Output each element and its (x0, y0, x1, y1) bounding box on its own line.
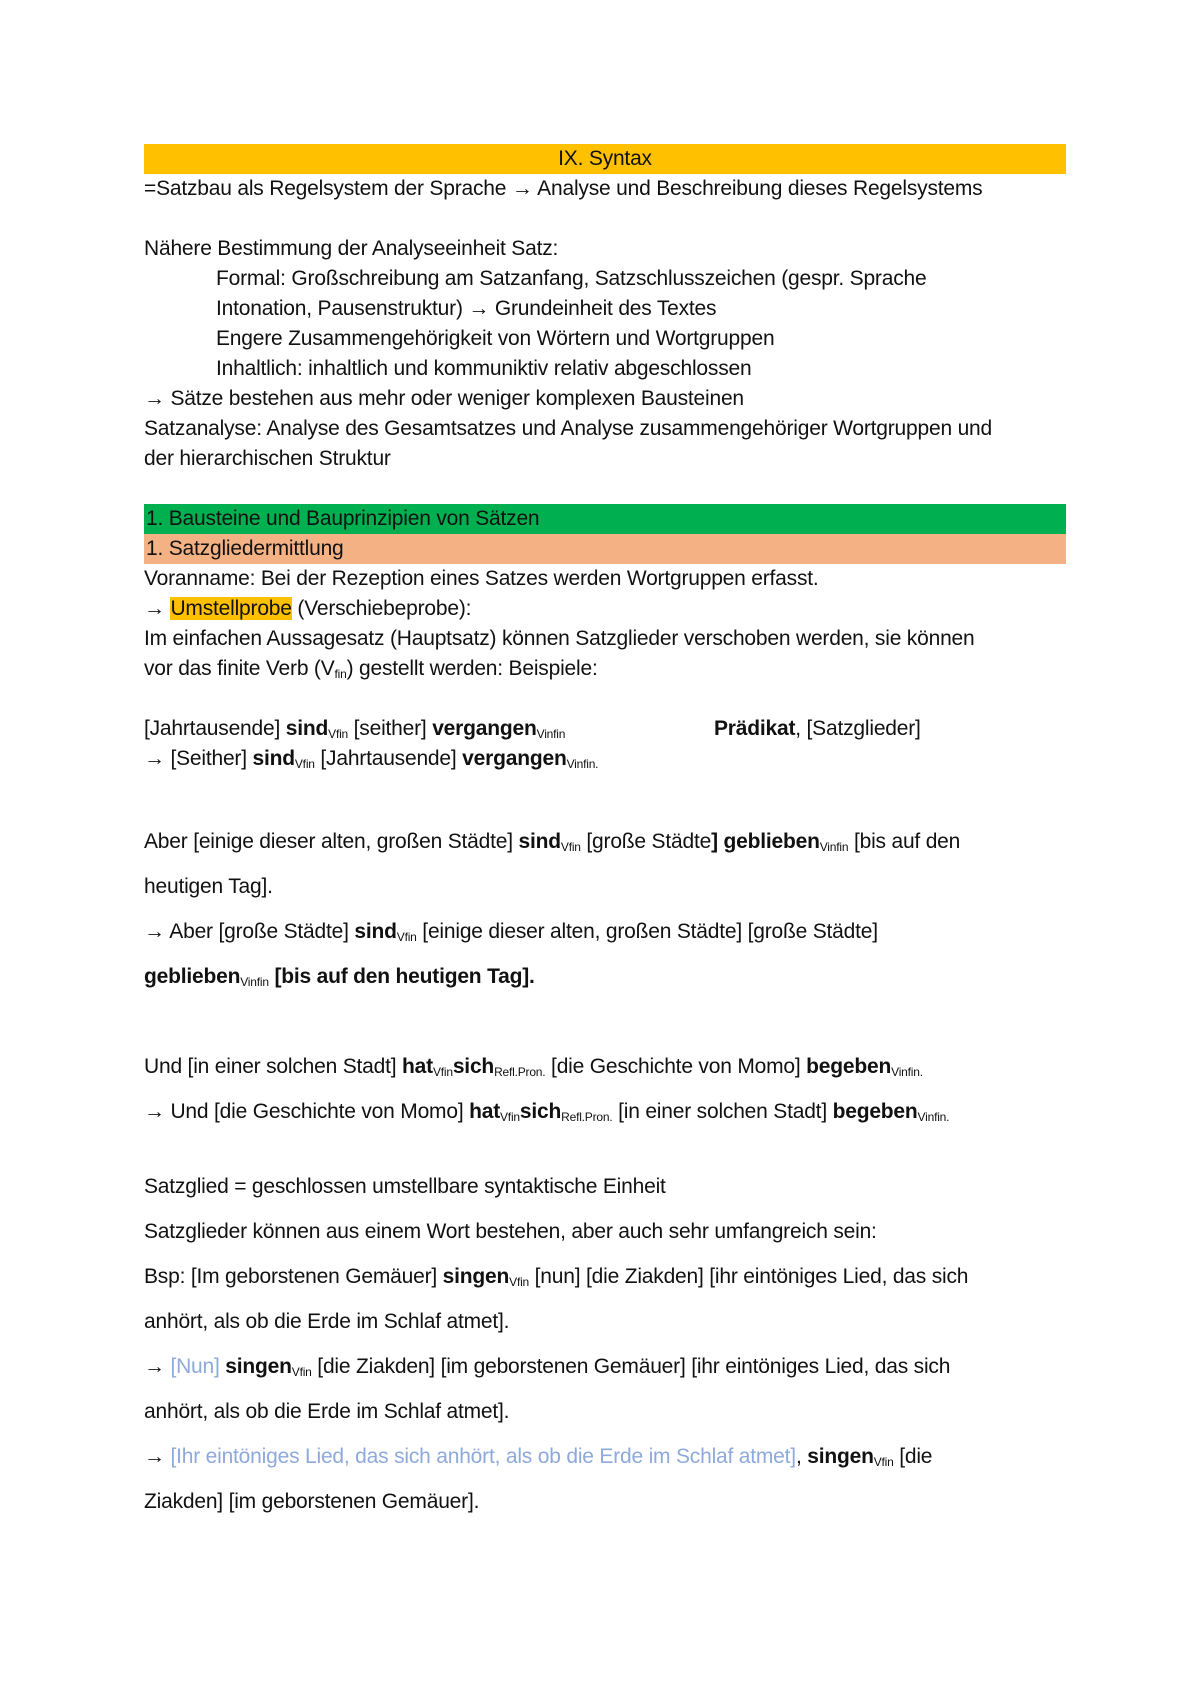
example-2-original-b: heutigen Tag]. (144, 875, 273, 898)
reorder-2-line-1: → [Ihr eintöniges Lied, das sich anhört, als ob die Erde im Schlaf atmet], singen$_{Vfin}$ [die (144, 1445, 933, 1469)
arrow-right-icon: → (144, 920, 165, 943)
umstellprobe-term: Umstellprobe (170, 597, 292, 620)
example-1-original: [Jahrtausende] sind$_{Vfin}$ [seither] vergangen$_{Vinfin}$ Prädikat, [Satzglieder] (144, 717, 921, 741)
moved-constituent-nun: [Nun] (170, 1355, 220, 1378)
engere-line: Engere Zusammengehörigkeit von Wörtern und Wortgruppen (216, 327, 775, 350)
document-page (144, 144, 1066, 1524)
formal-line-2: Intonation, Pausenstruktur) → Grundeinheit des Textes (216, 297, 717, 320)
arrow-right-icon: → (144, 597, 165, 620)
moved-constituent-lied: [Ihr eintöniges Lied, das sich anhört, als ob die Erde im Schlaf atmet] (170, 1445, 796, 1468)
saetze-line: → Sätze bestehen aus mehr oder weniger komplexen Bausteinen (144, 387, 744, 410)
arrow-right-icon: → (511, 177, 533, 200)
example-3-reordered: → Und [die Geschichte von Momo] hat$_{Vfin}$sich$_{Refl.Pron.}$ [in einer solchen Stadt] begeben$_{Vinfin.}$ (144, 1100, 950, 1124)
beispiel-line-1: Bsp: [Im geborstenen Gemäuer] singen$_{Vfin}$ [nun] [die Ziakden] [ihr eintöniges Lied, das sich (144, 1265, 969, 1289)
arrow-right-icon: → (144, 387, 165, 410)
reorder-1-line-1: → [Nun] singen$_{Vfin}$ [die Ziakden] [im geborstenen Gemäuer] [ihr eintöniges Lied, das sich (144, 1355, 951, 1379)
example-2-reordered-a: → Aber [große Städte] sind$_{Vfin}$ [einige dieser alten, großen Städte] [große Städte] (144, 920, 878, 944)
arrow-right-icon: → (468, 297, 490, 320)
arrow-right-icon: → (144, 1100, 165, 1123)
inhaltlich-line: Inhaltlich: inhaltlich und kommuniktiv relativ abgeschlossen (216, 357, 752, 380)
beispiel-line-2: anhört, als ob die Erde im Schlaf atmet]. (144, 1310, 510, 1333)
chapter-title: IX. Syntax (144, 144, 1066, 174)
analyse-heading: Nähere Bestimmung der Analyseeinheit Satz: (144, 237, 559, 260)
example-1-reordered: → [Seither] sind$_{Vfin}$ [Jahrtausende] vergangen$_{Vinfin.}$ (144, 747, 599, 771)
example-3-original: Und [in einer solchen Stadt] hat$_{Vfin}$sich$_{Refl.Pron.}$ [die Geschichte von Momo] begeben$_{Vinfin.}$ (144, 1055, 923, 1079)
arrow-right-icon: → (144, 1445, 165, 1468)
reorder-2-line-2: Ziakden] [im geborstenen Gemäuer]. (144, 1490, 480, 1513)
satzglied-umfang: Satzglieder können aus einem Wort bestehen, aber auch sehr umfangreich sein: (144, 1220, 877, 1243)
legend-praedikat: Prädikat (714, 717, 796, 740)
example-2-original-a: Aber [einige dieser alten, großen Städte] sind$_{Vfin}$ [große Städte] geblieben$_{Vinfin}$ [bis auf den (144, 830, 961, 854)
arrow-right-icon: → (144, 747, 165, 770)
section-heading-green: 1. Bausteine und Bauprinzipien von Sätzen (144, 504, 1066, 534)
reorder-1-line-2: anhört, als ob die Erde im Schlaf atmet]. (144, 1400, 510, 1423)
umstellprobe-line: → Umstellprobe (Verschiebeprobe): (144, 597, 472, 620)
satzglied-definition: Satzglied = geschlossen umstellbare syntaktische Einheit (144, 1175, 666, 1198)
einfach-line-1: Im einfachen Aussagesatz (Hauptsatz) können Satzglieder verschoben werden, sie können (144, 627, 975, 650)
einfach-line-2: vor das finite Verb $(V_{fin})$ gestellt werden: Beispiele: (144, 657, 598, 681)
arrow-right-icon: → (144, 1355, 165, 1378)
vorannahme-line: Voranname: Bei der Rezeption eines Satzes werden Wortgruppen erfasst. (144, 567, 819, 590)
syntax-definition: =Satzbau als Regelsystem der Sprache → Analyse und Beschreibung dieses Regelsystems (144, 177, 983, 200)
section-heading-salmon: 1. Satzgliedermittlung (144, 534, 1066, 564)
satzanalyse-line-2: der hierarchischen Struktur (144, 447, 391, 470)
example-2-reordered-b: geblieben$_{Vinfin}$ [bis auf den heutigen Tag]. (144, 965, 535, 989)
formal-line-1: Formal: Großschreibung am Satzanfang, Satzschlusszeichen (gespr. Sprache (216, 267, 927, 290)
satzanalyse-line-1: Satzanalyse: Analyse des Gesamtsatzes und Analyse zusammengehöriger Wortgruppen und (144, 417, 993, 440)
